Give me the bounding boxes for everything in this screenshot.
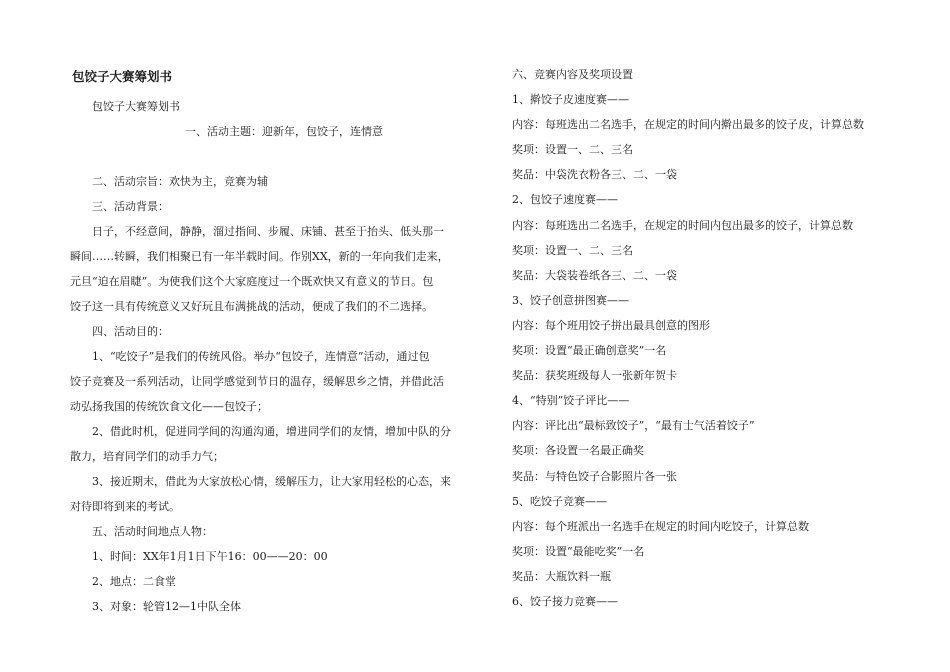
- background-line: 瞬间……转瞬，我们相聚已有一年半载时间。作别XX，新的一年向我们走来，: [70, 250, 449, 263]
- contest-line: 奖项：设置“最能吃奖”一名: [512, 544, 645, 558]
- blank-line: [70, 144, 470, 169]
- subtitle: 包饺子大赛筹划书: [92, 100, 180, 113]
- goal-1-line: 动弘扬我国的传统饮食文化——包饺子；: [70, 400, 268, 413]
- left-column: [70, 62, 470, 619]
- contest-line: 1、擀饺子皮速度赛——: [512, 93, 629, 107]
- background-line: 元旦“迫在眉睫”。为使我们这个大家庭度过一个既欢快又有意义的节日。包: [70, 275, 434, 288]
- section-time-heading: 五、活动时间地点人物：: [92, 525, 213, 538]
- contest-line: 2、包饺子速度赛——: [512, 193, 618, 207]
- contest-line: 4、“特别”饺子评比——: [512, 394, 630, 408]
- goal-3-line: 3、接近期末，借此为大家放松心情，缓解压力，让大家用轻松的心态，来: [92, 475, 451, 488]
- contest-line: 奖项：各设置一名最正确奖: [512, 444, 644, 458]
- goal-2-line: 2、借此时机，促进同学间的沟通沟通，增进同学们的友情，增加中队的分: [92, 425, 451, 438]
- goal-1-line: 1、“吃饺子”是我们的传统风俗。举办“包饺子，连情意”活动，通过包: [92, 350, 430, 363]
- contest-line: 5、吃饺子竞赛——: [512, 494, 607, 508]
- goal-2-line: 散力，培育同学们的动手力气；: [70, 450, 224, 463]
- contest-line: 内容：每个班用饺子拼出最具创意的图形: [512, 318, 710, 332]
- background-line: 饺子这一具有传统意义又好玩且布满挑战的活动，便成了我们的不二选择。: [70, 300, 433, 313]
- right-column: [512, 62, 922, 614]
- section-purpose: 二、活动宗旨：欢快为主，竞赛为辅: [92, 175, 268, 188]
- event-time: 1、时间：XX年1月1日下午16：00——20：00: [92, 550, 328, 563]
- contest-line: 内容：每班选出二名选手，在规定的时间内包出最多的饺子，计算总数: [512, 218, 853, 232]
- contest-line: 奖品：大袋装卷纸各三、二、一袋: [512, 268, 677, 282]
- contest-line: 奖项：设置一、二、三名: [512, 243, 633, 257]
- section-goal-heading: 四、活动目的：: [92, 325, 169, 338]
- contest-line: 奖品：大瓶饮料一瓶: [512, 569, 611, 583]
- contest-line: 奖品：与特色饺子合影照片各一张: [512, 469, 677, 483]
- background-line: 日子，不经意间，静静，溜过指间、步履、床铺、甚至于抬头、低头那一: [92, 225, 444, 238]
- event-target: 3、对象：轮管12—1中队全体: [92, 600, 241, 613]
- event-place: 2、地点：二食堂: [92, 575, 176, 588]
- contest-line: 3、饺子创意拼图赛——: [512, 293, 629, 307]
- contest-line: 奖品：获奖班级每人一张新年贺卡: [512, 369, 677, 383]
- contest-line: 内容：每班选出二名选手，在规定的时间内擀出最多的饺子皮，计算总数: [512, 118, 864, 132]
- contest-line: 奖项：设置“最正确创意奖”一名: [512, 344, 667, 358]
- contest-line: 奖项：设置一、二、三名: [512, 143, 633, 157]
- document-title: 包饺子大赛筹划书: [72, 69, 173, 84]
- section-theme: 一、活动主题：迎新年，包饺子，连情意: [185, 125, 383, 138]
- goal-1-line: 饺子竞赛及一系列活动，让同学感觉到节日的温存，缓解思乡之情，并借此活: [70, 375, 444, 388]
- section-background-heading: 三、活动背景：: [92, 200, 169, 213]
- contest-line: 内容：每个班派出一名选手在规定的时间内吃饺子，计算总数: [512, 519, 809, 533]
- goal-3-line: 对待即将到来的考试。: [70, 500, 180, 513]
- section-contest-heading: 六、竞赛内容及奖项设置: [512, 68, 633, 81]
- contest-line: 6、饺子接力竞赛——: [512, 594, 618, 608]
- contest-line: 奖品：中袋洗衣粉各三、二、一袋: [512, 168, 677, 182]
- contest-line: 内容：评比出“最标致饺子”，“最有士气活着饺子”: [512, 419, 755, 433]
